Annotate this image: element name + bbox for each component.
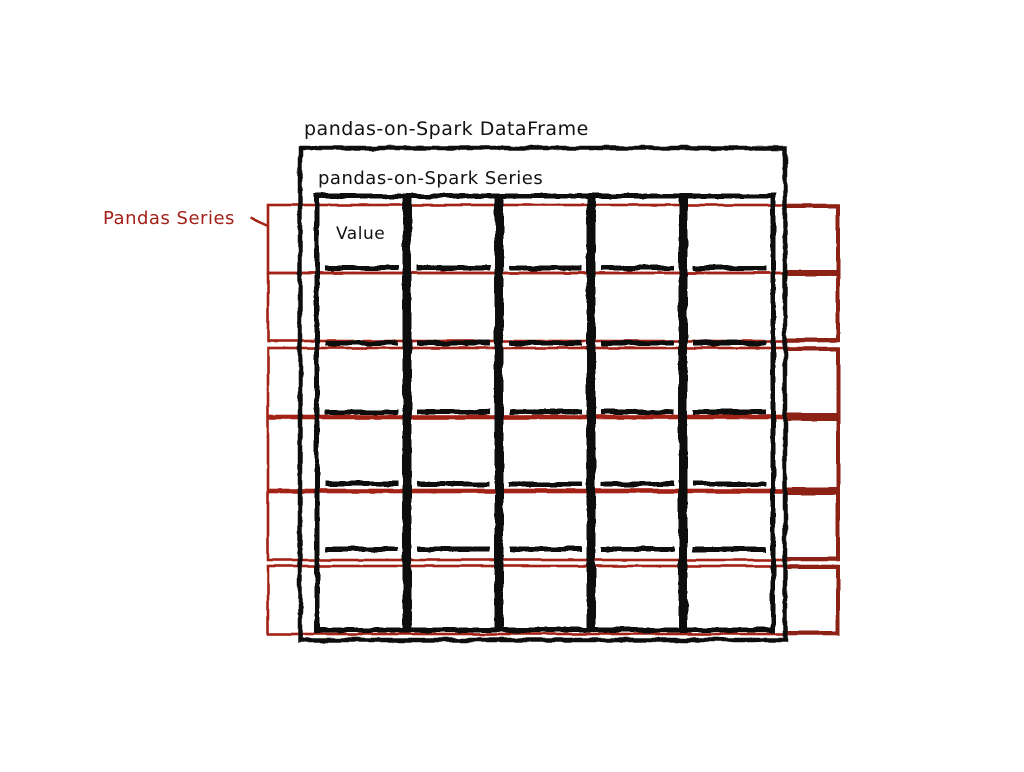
cell-divider-group xyxy=(325,268,766,549)
spark-series-label: pandas-on-Spark Series xyxy=(318,168,544,189)
pandas-series-row xyxy=(268,566,838,634)
spark-dataframe-label: pandas-on-Spark DataFrame xyxy=(304,118,589,140)
pandas-series-label: Pandas Series xyxy=(103,208,235,229)
pandas-series-leader-line xyxy=(250,218,268,226)
pandas-series-row xyxy=(268,273,838,341)
pandas-series-row xyxy=(268,418,838,490)
value-cell-label: Value xyxy=(336,224,386,244)
pandas-series-row xyxy=(268,348,838,416)
pandas-series-row-emphasis xyxy=(784,206,838,633)
